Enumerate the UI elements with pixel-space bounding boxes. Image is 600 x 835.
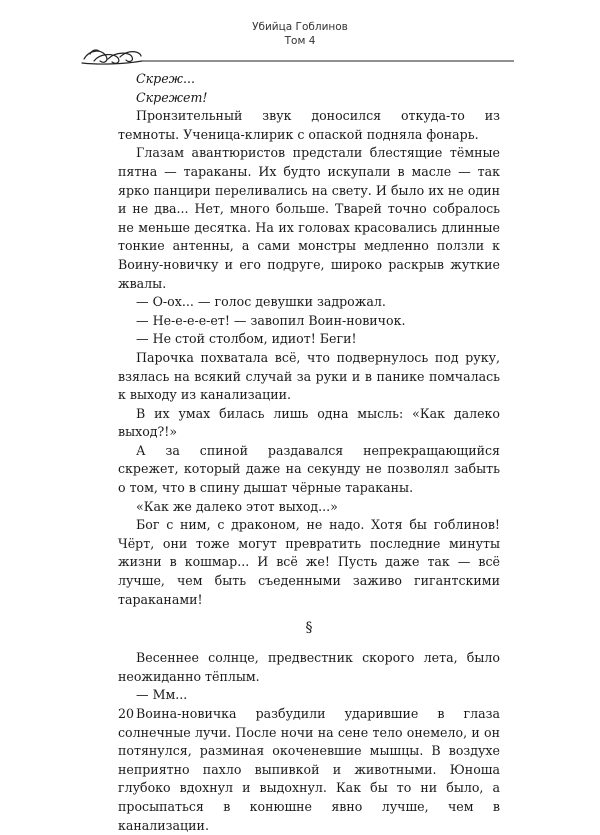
text-section-2	[118, 649, 500, 835]
paragraph: Бог с ним, с драконом, не надо. Хотя бы гоблинов! Чёрт, они тоже могут превратить последние минуты жизни в кошмар... И всё же! Пусть даже так — всё лучше, чем быть съеденными заживо гигантскими тараканами!	[118, 517, 500, 607]
flourish-ornament	[82, 50, 142, 64]
header-ornament-rule	[80, 45, 516, 67]
paragraph: — Не-е-е-е-ет! — завопил Воин-новичок.	[136, 312, 406, 328]
volume-label: Том 4	[284, 35, 316, 47]
book-title: Убийца Гоблинов	[252, 21, 348, 33]
running-header	[0, 20, 600, 48]
paragraph: Скреж...	[136, 71, 195, 86]
paragraph: Глазам авантюристов предстали блестящие тёмные пятна — тараканы. Их будто искупали в масле — так ярко панцири переливались на свету. И было их не один и не два... Нет, много больше. Тварей точно собралось не меньше десятка. На их головах красовались длинные тонкие антенны, а сами монстры медленно ползли к Воину-новичку и его подруге, широко раскрыв жуткие жвалы.	[118, 145, 500, 291]
page-number: 20	[118, 706, 135, 721]
paragraph: Воина-новичка разбудили ударившие в глаза солнечные лучи. После ночи на сене тело онемело, и он потянулся, разминая окоченевшие мышцы. В воздухе неприятно пахло выпивкой и животными. Юноша глубоко вдохнул и выдохнул. Как бы то ни было, а просыпаться в конюшне явно лучше, чем в канализации.	[118, 706, 500, 833]
paragraph: «Как же далеко этот выход...»	[136, 498, 338, 514]
paragraph: — Не стой столбом, идиот! Беги!	[136, 331, 357, 347]
paragraph: Весеннее солнце, предвестник скорого лета, было неожиданно тёплым.	[118, 650, 500, 684]
paragraph: В их умах билась лишь одна мысль: «Как далеко выход?!»	[118, 405, 500, 440]
paragraph: Пронзительный звук доносился откуда-то из темноты. Ученица-клирик с опаской подняла фонарь.	[118, 108, 500, 142]
paragraph: — О-ох... — голос девушки задрожал.	[136, 294, 386, 310]
paragraph: Парочка похватала всё, что подвернулось под руку, взялась на всякий случай за руки и в панике помчалась к выходу из канализации.	[118, 349, 500, 403]
paragraph: Скрежет!	[136, 89, 208, 105]
paragraph: — Мм...	[136, 687, 188, 703]
page-body	[118, 70, 500, 835]
paragraph: А за спиной раздавался непрекращающийся скрежет, который даже на секунду не позволял забыть о том, что в спину дышат чёрные тараканы.	[118, 442, 500, 496]
text-section-1	[118, 70, 500, 609]
section-break-mark: §	[305, 620, 313, 637]
